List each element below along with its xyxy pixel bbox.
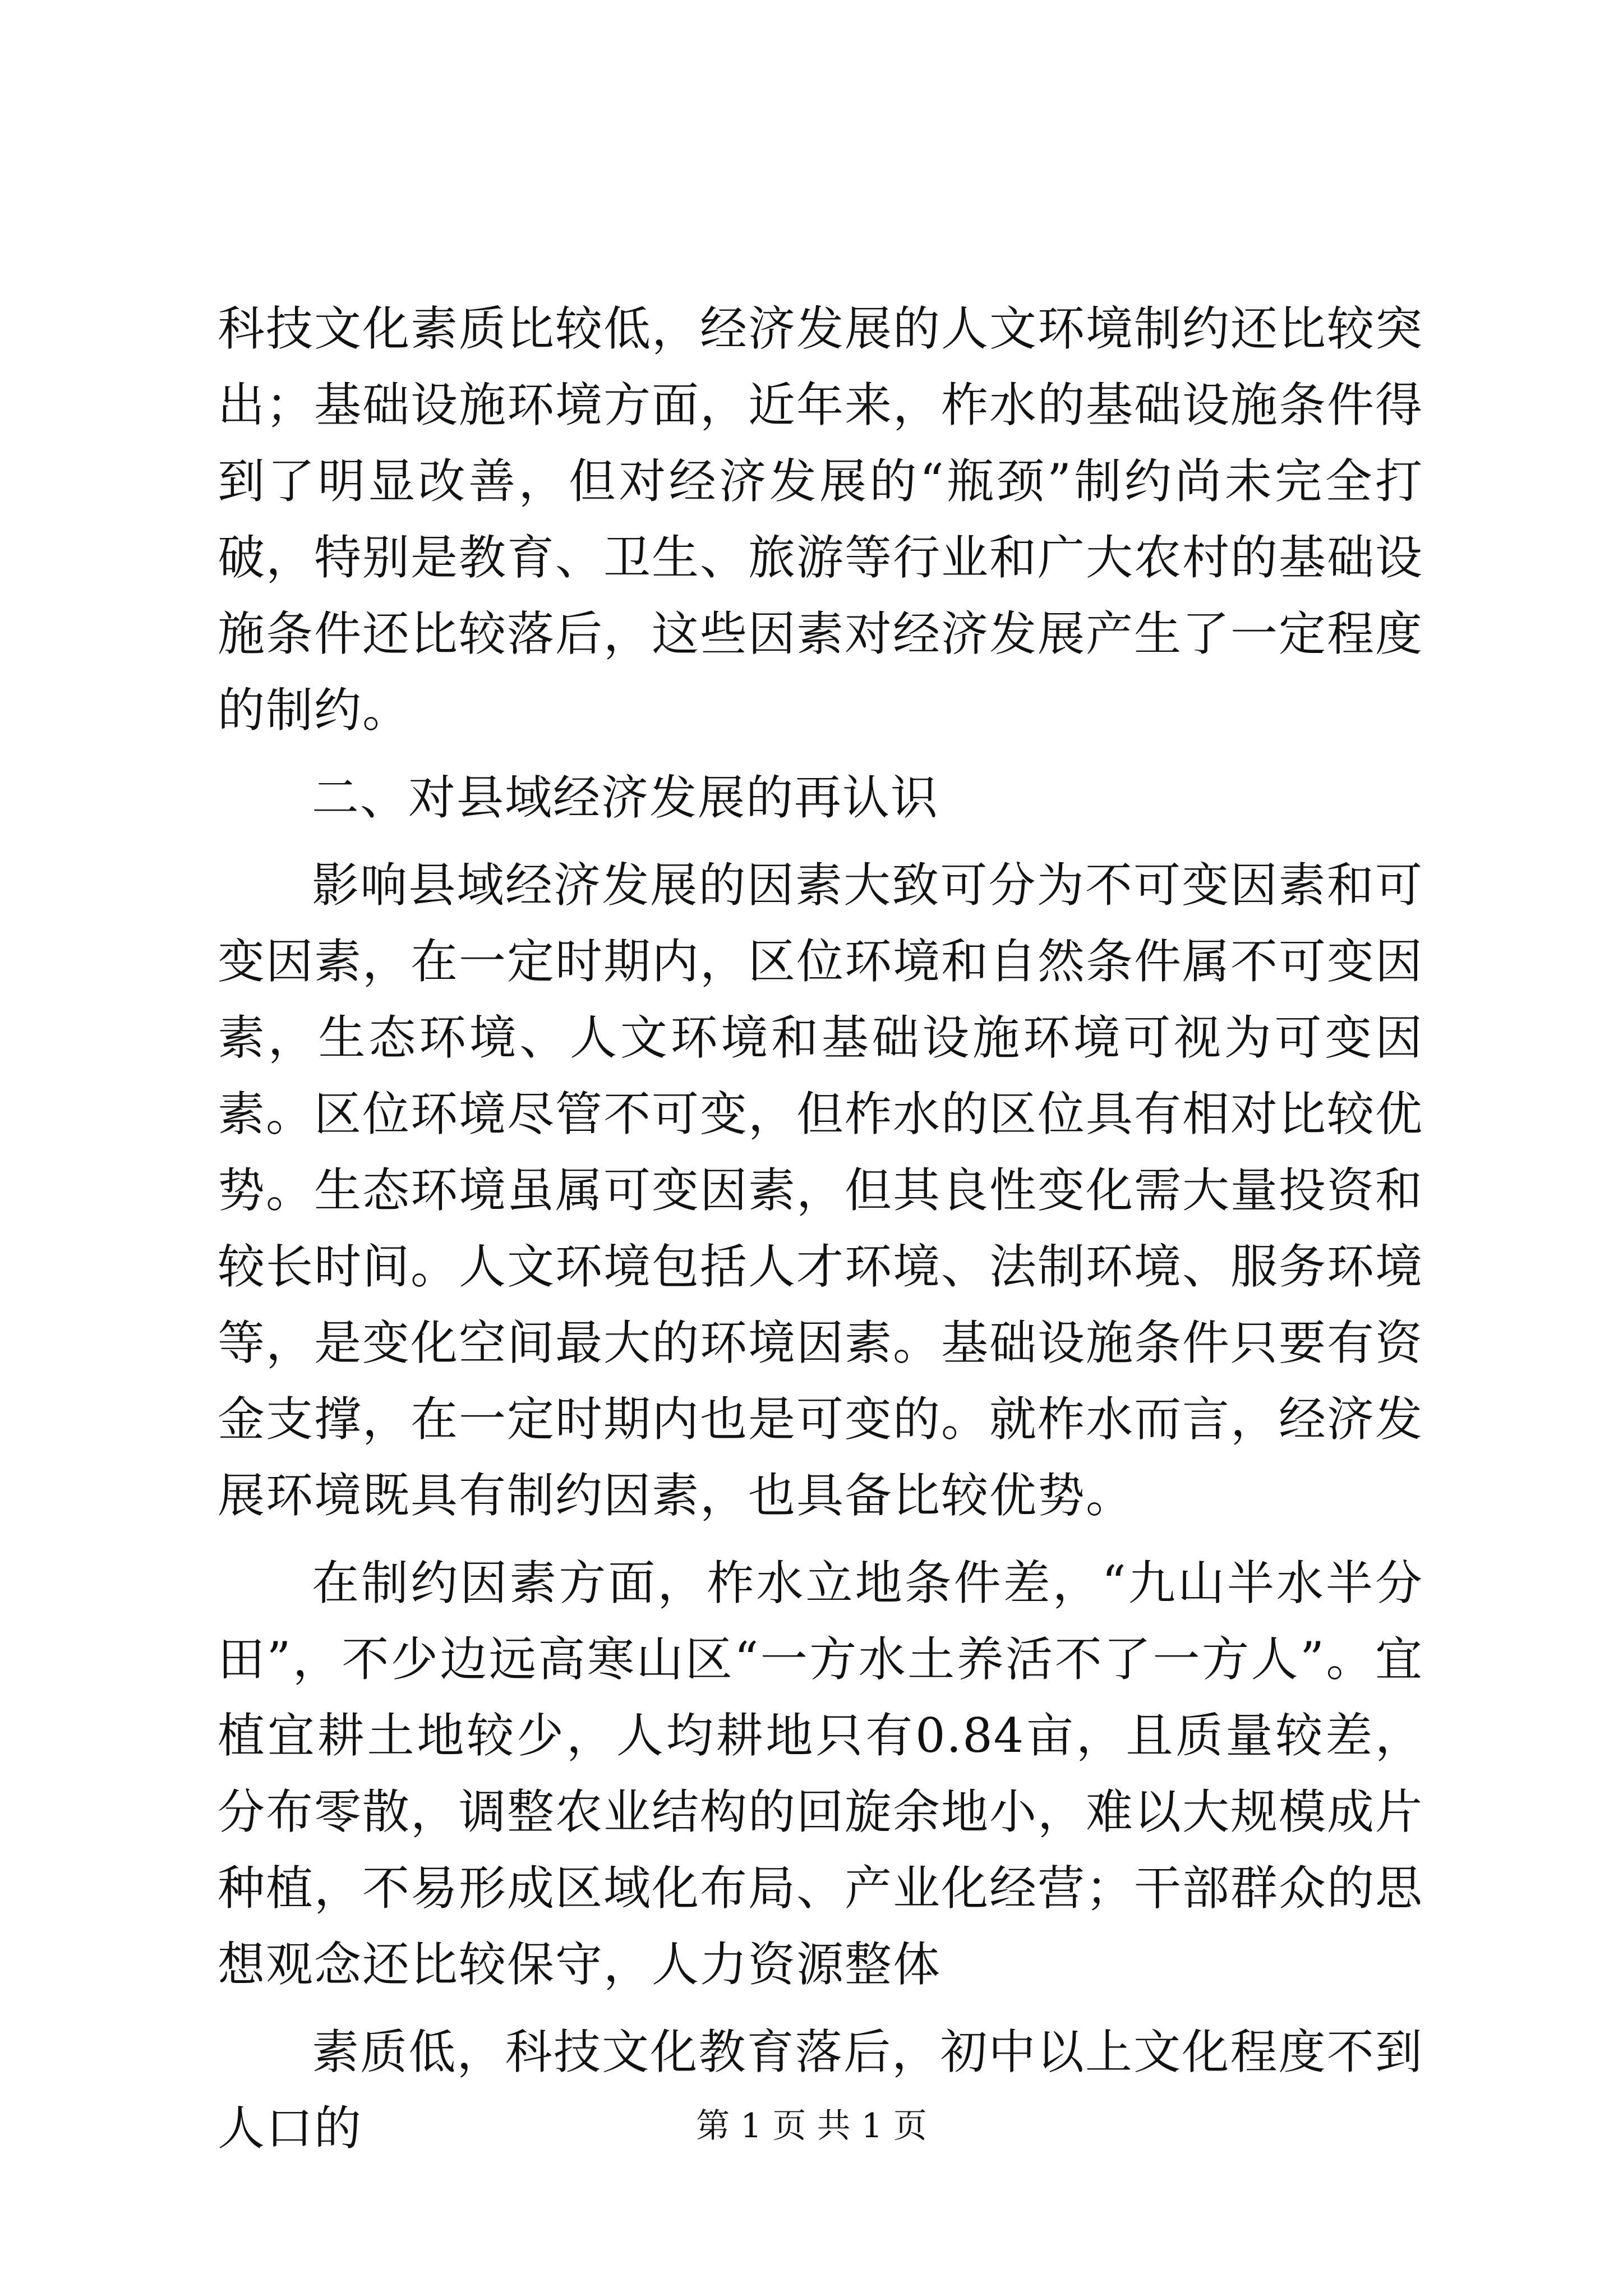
paragraph-factors: 影响县域经济发展的因素大致可分为不可变因素和可变因素，在一定时期内，区位环境和自然条件属不可变因素，生态环境、人文环境和基础设施环境可视为可变因素。区位环境尽管不可变，但柞水的区位具有相对比较优势。生态环境虽属可变因素，但其良性变化需大量投资和较长时间。人文环境包括人才环境、法制环境、服务环境等，是变化空间最大的环境因素。基础设施条件只要有资金支撑，在一定时期内也是可变的。就柞水而言，经济发展环境既具有制约因素，也具备比较优势。 xyxy=(218,858,1424,1523)
paragraph-constraints: 在制约因素方面，柞水立地条件差，“九山半水半分田”，不少边远高寒山区“一方水土养活不了一方人”。宜植宜耕土地较少，人均耕地只有0.84亩，且质量较差，分布零散，调整农业结构的回旋余地小，难以大规模成片种植，不易形成区域化布局、产业化经营；干部群众的思想观念还比较保守，人力资源整体 xyxy=(218,1556,1424,1992)
paragraph-education: 素质低，科技文化教育落后，初中以上文化程度不到人口的 xyxy=(218,2024,1423,2156)
page-footer: 第 1 页 共 1 页 xyxy=(696,2106,927,2146)
paragraph-continuation: 科技文化素质比较低，经济发展的人文环境制约还比较突出；基础设施环境方面，近年来，柞水的基础设施条件得到了明显改善，但对经济发展的“瓶颈”制约尚未完全打破，特别是教育、卫生、旅游等行业和广大农村的基础设施条件还比较落后，这些因素对经济发展产生了一定程度的制约。 xyxy=(218,301,1424,738)
document-body xyxy=(218,291,1423,2166)
section-heading: 二、对县域经济发展的再认识 xyxy=(312,770,939,825)
